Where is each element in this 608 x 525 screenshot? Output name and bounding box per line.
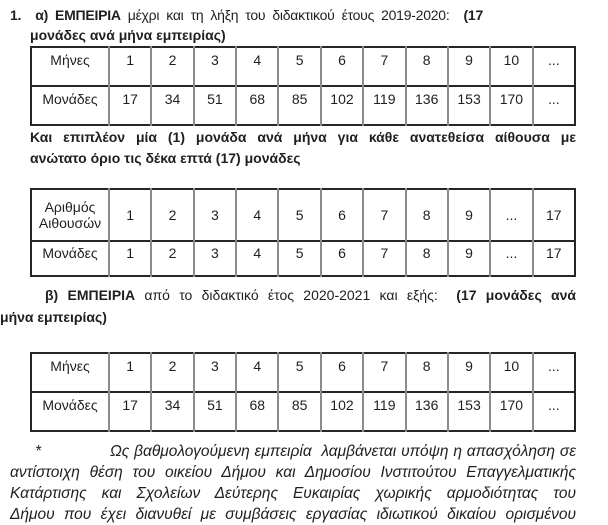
text-segment: Δήμου που έχει διανυθεί με συμβάσεις εργασίας ιδιωτικού δικαίου ορισμένου bbox=[10, 506, 576, 523]
table-cell: 7 bbox=[363, 241, 405, 276]
table-cell: ... bbox=[490, 241, 532, 276]
table-row bbox=[31, 353, 575, 392]
text-line bbox=[30, 127, 576, 148]
table-cell: ... bbox=[533, 392, 575, 431]
table-cell: 1 bbox=[109, 189, 151, 241]
table-cell: 7 bbox=[363, 47, 405, 86]
table-cell: 85 bbox=[278, 392, 320, 431]
text-segment: β) ΕΜΠΕΙΡΙΑ bbox=[45, 287, 145, 303]
text-line bbox=[10, 483, 576, 504]
table-cell: 170 bbox=[490, 392, 532, 431]
table-cell: 153 bbox=[448, 86, 490, 125]
table-cell: ... bbox=[533, 47, 575, 86]
table-cell: 136 bbox=[406, 392, 448, 431]
experience-months-table-b bbox=[30, 352, 576, 432]
table-cell: 9 bbox=[448, 353, 490, 392]
experience-footnote bbox=[10, 441, 576, 525]
table-cell: 17 bbox=[109, 86, 151, 125]
table-cell: 2 bbox=[151, 353, 193, 392]
table-cell: 2 bbox=[151, 189, 193, 241]
row-header-cell: Αριθμός Αιθουσών bbox=[38, 198, 102, 231]
table-cell: ... bbox=[533, 353, 575, 392]
table-row bbox=[31, 189, 575, 241]
table-cell: 68 bbox=[236, 392, 278, 431]
heading-experience-a bbox=[10, 5, 483, 45]
table-cell: 9 bbox=[448, 241, 490, 276]
table-cell: 4 bbox=[236, 353, 278, 392]
table-cell: 10 bbox=[490, 47, 532, 86]
table-cell: 17 bbox=[533, 241, 575, 276]
text-line bbox=[10, 441, 576, 462]
table-cell: 3 bbox=[194, 189, 236, 241]
table-cell: ... bbox=[533, 86, 575, 125]
rooms-points-table bbox=[30, 188, 576, 277]
table-cell: 3 bbox=[194, 241, 236, 276]
rooms-bonus-note bbox=[30, 127, 576, 169]
table-cell: ... bbox=[490, 189, 532, 241]
table-cell: 8 bbox=[406, 241, 448, 276]
text-segment: Ως βαθμολογούμενη εμπειρία λαμβάνεται υπόψη η απασχόληση σε bbox=[110, 443, 576, 460]
table-cell: 102 bbox=[321, 392, 363, 431]
table-cell: 34 bbox=[151, 86, 193, 125]
table-cell: 153 bbox=[448, 392, 490, 431]
table-cell: 8 bbox=[406, 189, 448, 241]
table-cell: 136 bbox=[406, 86, 448, 125]
table-cell: 4 bbox=[236, 241, 278, 276]
table-cell: 68 bbox=[236, 86, 278, 125]
table-cell: 1 bbox=[109, 241, 151, 276]
text-line bbox=[30, 25, 483, 45]
table-cell: 7 bbox=[363, 189, 405, 241]
text-segment: μέχρι και τη λήξη του διδακτικού έτους 2019-2020: bbox=[127, 7, 464, 23]
table-cell: 85 bbox=[278, 86, 320, 125]
row-header-cell: Μήνες bbox=[50, 52, 90, 68]
heading-experience-b bbox=[0, 284, 576, 328]
table-cell: 5 bbox=[278, 353, 320, 392]
table-row bbox=[31, 392, 575, 431]
table-cell: 6 bbox=[321, 189, 363, 241]
table-cell: 8 bbox=[406, 353, 448, 392]
table-cell: 51 bbox=[194, 392, 236, 431]
table-cell: 2 bbox=[151, 47, 193, 86]
table-cell: 8 bbox=[406, 47, 448, 86]
text-segment: (17 μονάδες ανά bbox=[456, 287, 576, 303]
table-cell: 119 bbox=[363, 392, 405, 431]
experience-months-table-a bbox=[30, 46, 576, 126]
table-cell: 2 bbox=[151, 241, 193, 276]
table-cell: 6 bbox=[321, 241, 363, 276]
text-line bbox=[10, 504, 576, 525]
row-header-cell: Μήνες bbox=[50, 358, 90, 374]
row-header-cell: Μονάδες bbox=[31, 241, 109, 276]
table-cell: 6 bbox=[321, 353, 363, 392]
text-segment: Και επιπλέον μία (1) μονάδα ανά μήνα για κάθε ανατεθείσα αίθουσα με bbox=[30, 129, 576, 145]
text-segment: (17 bbox=[463, 7, 483, 23]
text-line bbox=[45, 284, 576, 306]
table-cell: 4 bbox=[236, 189, 278, 241]
text-line bbox=[30, 148, 576, 169]
table-cell: 170 bbox=[490, 86, 532, 125]
table-row bbox=[31, 47, 575, 86]
table-cell: 5 bbox=[278, 241, 320, 276]
text-segment: από το διδακτικό έτος 2020-2021 και εξής: bbox=[144, 287, 457, 303]
table-cell: 34 bbox=[151, 392, 193, 431]
table-cell: 1 bbox=[109, 353, 151, 392]
table-cell: 10 bbox=[490, 353, 532, 392]
table-cell: 3 bbox=[194, 353, 236, 392]
text-segment: Κατάρτισης και Σχολείων Δεύτερης Ευκαιρίας χωρικής αρμοδιότητας του bbox=[10, 485, 576, 502]
table-cell: 102 bbox=[321, 86, 363, 125]
table-cell: 3 bbox=[194, 47, 236, 86]
text-segment: μονάδες ανά μήνα εμπειρίας) bbox=[30, 27, 226, 43]
text-line bbox=[0, 306, 576, 328]
table-cell: 17 bbox=[533, 189, 575, 241]
footnote-asterisk: * bbox=[35, 443, 42, 460]
table-row bbox=[31, 241, 575, 276]
text-segment: μήνα εμπειρίας) bbox=[0, 309, 107, 325]
table-cell: 5 bbox=[278, 189, 320, 241]
table-cell: 1 bbox=[109, 47, 151, 86]
table-cell: 6 bbox=[321, 47, 363, 86]
text-segment: αντίστοιχη θέση του οικείου Δήμου και Δημοσίου Ινστιτούτου Επαγγελματικής bbox=[10, 464, 576, 481]
row-header-cell: Μονάδες bbox=[31, 86, 109, 125]
table-cell: 9 bbox=[448, 47, 490, 86]
table-cell: 4 bbox=[236, 47, 278, 86]
table-row bbox=[31, 86, 575, 125]
text-segment: ανώτατο όριο τις δέκα επτά (17) μονάδες bbox=[30, 150, 301, 166]
table-cell: 51 bbox=[194, 86, 236, 125]
table-cell: 7 bbox=[363, 353, 405, 392]
text-line bbox=[10, 5, 483, 25]
text-line bbox=[10, 462, 576, 483]
table-cell: 17 bbox=[109, 392, 151, 431]
table-cell: 5 bbox=[278, 47, 320, 86]
row-header-cell: Μονάδες bbox=[31, 392, 109, 431]
table-cell: 119 bbox=[363, 86, 405, 125]
table-cell: 9 bbox=[448, 189, 490, 241]
text-segment: 1. α) ΕΜΠΕΙΡΙΑ bbox=[10, 7, 128, 23]
